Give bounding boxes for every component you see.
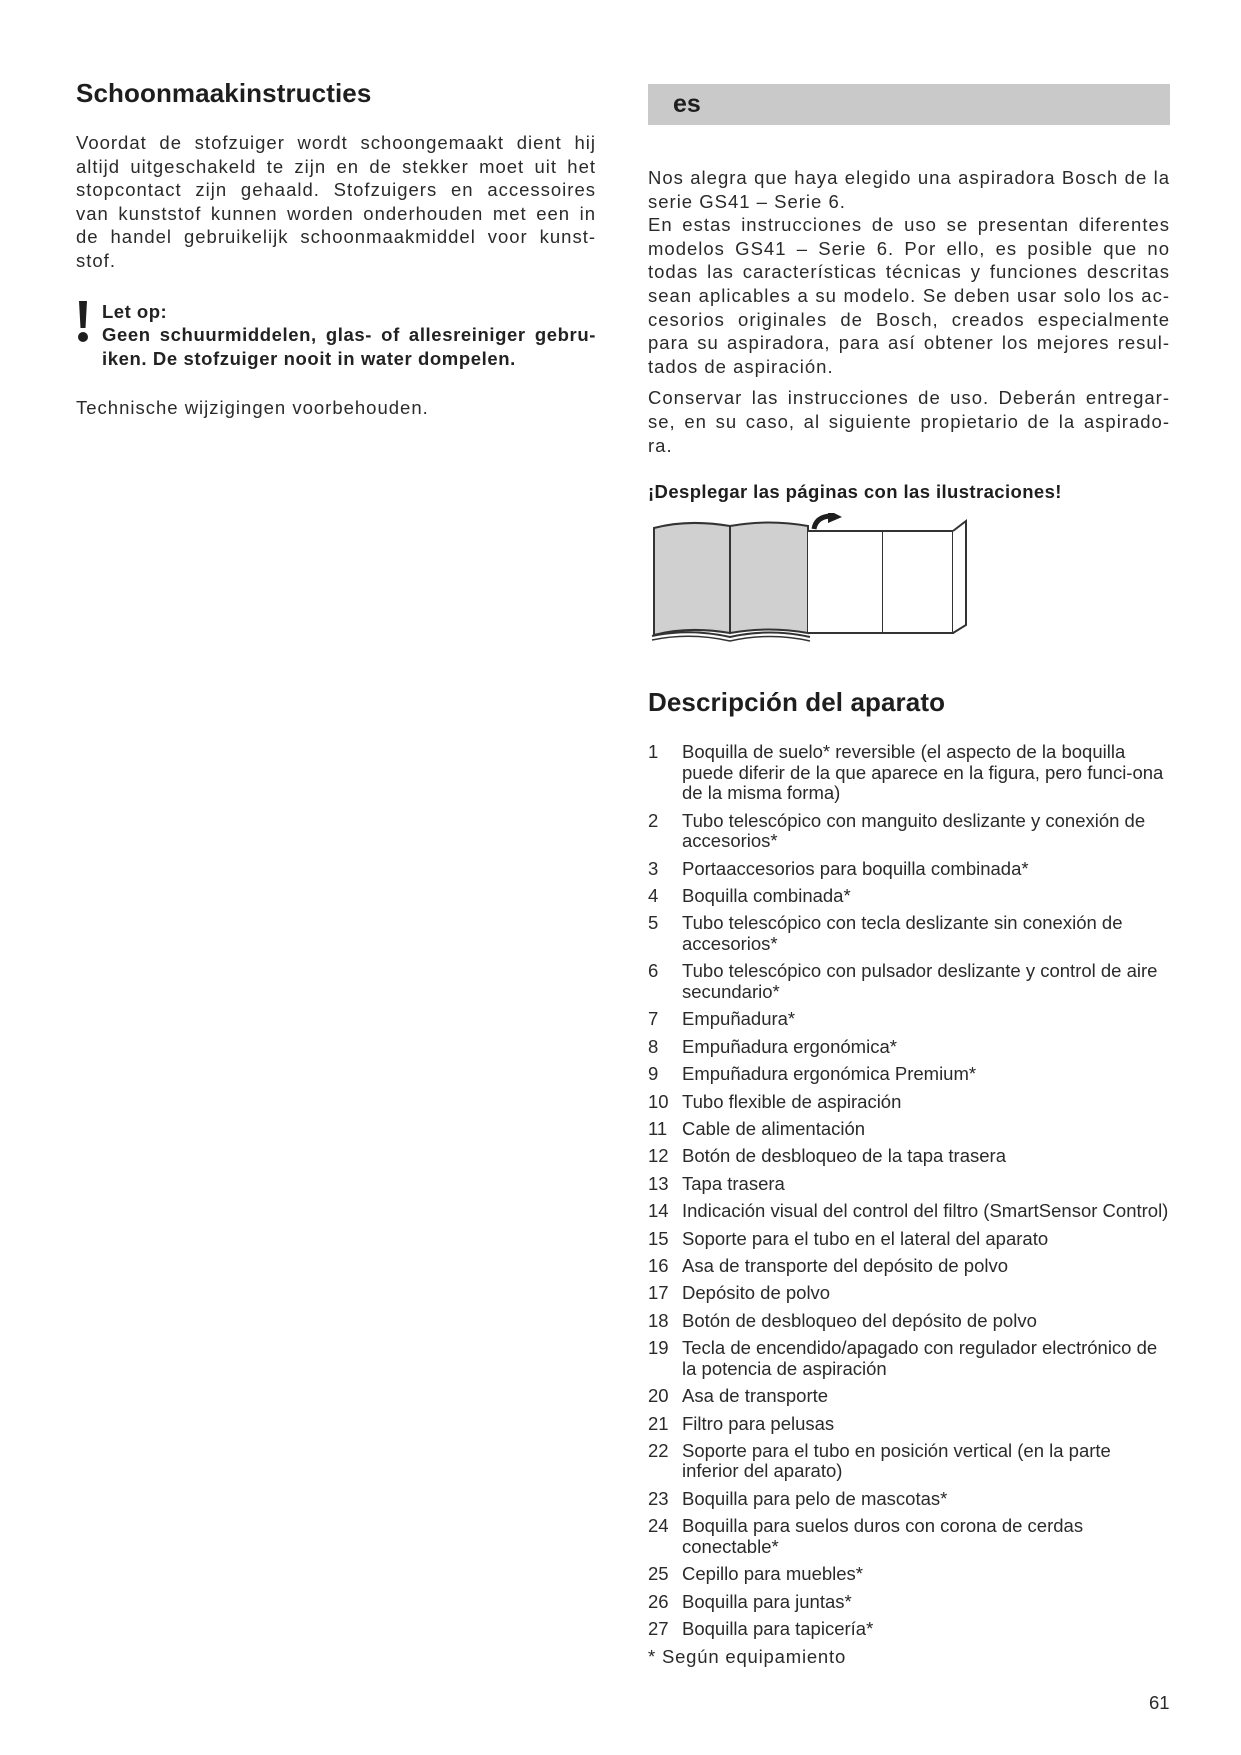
list-item-text: Asa de transporte <box>682 1385 829 1407</box>
list-item-text: Tubo telescópico con pulsador deslizante y control de aire secundario* <box>682 960 1158 1003</box>
list-item-text: Portaaccesorios para boquilla combinada* <box>682 857 1029 879</box>
warning-text: Geen schuurmiddelen, glas- of allesreiniger gebru-iken. De stofzuiger nooit in water dompelen. <box>102 324 596 369</box>
intro-paragraph-2: Conservar las instrucciones de uso. Deberán entregar-se, en su caso, al siguiente propietario de la aspirado-ra. <box>648 387 1170 456</box>
warning-title: Let op: <box>102 300 168 322</box>
cleaning-intro: Voordat de stofzuiger wordt schoongemaakt dient hij altijd uitgeschakeld te zijn en de stekker moet uit het stopcontact zijn gehaald. Stofzuigers en accessoires van kunststof kunnen worden onderhouden met een in de handel gebruikelijk schoonmaakmiddel voor kunst-stof. <box>76 132 596 271</box>
intro-line-2: En estas instrucciones de uso se presentan diferentes modelos GS41 – Serie 6. Por ello, es posible que no todas las características técnicas y funciones descritas sean aplicables a su modelo. Se deben usar solo los ac-cesorios originales de Bosch, creados especialmente para su aspiradora, para así obtener los mejores resul-tados de aspiración. <box>648 214 1170 377</box>
list-item-text: Empuñadura* <box>682 1008 796 1030</box>
list-item-text: Empuñadura ergonómica Premium* <box>682 1063 977 1085</box>
list-item-text: Boquilla para suelos duros con corona de cerdas conectable* <box>682 1515 1084 1557</box>
list-item-text: Cable de alimentación <box>682 1118 866 1139</box>
list-item-text: Botón de desbloqueo del depósito de polvo <box>682 1309 1037 1331</box>
list-item <box>648 1229 1170 1250</box>
list-item-number: 11 <box>648 1118 668 1139</box>
list-item-text: Filtro para pelusas <box>682 1412 835 1434</box>
foldout-pages-illustration <box>648 513 980 643</box>
list-item-number: 10 <box>648 1090 669 1112</box>
list-item-number: 13 <box>648 1172 669 1194</box>
list-item-text: Soporte para el tubo en posición vertical (en la parte inferior del aparato) <box>682 1439 1111 1482</box>
list-item-number: 7 <box>648 1008 659 1030</box>
list-item <box>648 886 1170 907</box>
list-item-number: 3 <box>648 857 659 879</box>
list-item-text: Boquilla combinada* <box>682 885 851 907</box>
parts-list <box>648 742 1170 1640</box>
list-item-text: Asa de transporte del depósito de polvo <box>682 1254 1009 1276</box>
list-item-text: Tubo telescópico con tecla deslizante sin conexión de accesorios* <box>682 912 1123 955</box>
list-item <box>648 742 1170 804</box>
exclamation-icon <box>76 300 90 344</box>
list-item <box>648 1174 1170 1195</box>
list-item-number: 9 <box>648 1063 659 1085</box>
list-item-number: 16 <box>648 1254 669 1276</box>
list-item-number: 17 <box>648 1282 669 1304</box>
list-item-number: 20 <box>648 1385 669 1407</box>
list-item <box>648 1386 1170 1407</box>
list-item-number: 8 <box>648 1035 659 1057</box>
list-item-number: 15 <box>648 1227 669 1249</box>
list-item-text: Boquilla para tapicería* <box>682 1618 874 1640</box>
list-item <box>648 1414 1170 1435</box>
list-item-number: 18 <box>648 1309 669 1331</box>
list-item <box>648 1441 1170 1482</box>
list-item <box>648 811 1170 852</box>
list-item <box>648 1283 1170 1304</box>
list-item-number: 27 <box>648 1618 669 1640</box>
list-item <box>648 1592 1170 1613</box>
list-item-number: 6 <box>648 960 659 982</box>
list-item-number: 24 <box>648 1515 669 1537</box>
list-item-number: 19 <box>648 1337 669 1359</box>
list-item-text: Tapa trasera <box>682 1172 785 1194</box>
list-item <box>648 1619 1170 1640</box>
list-item <box>648 1009 1170 1030</box>
list-item-text: Indicación visual del control del filtro (SmartSensor Control) <box>682 1200 1169 1222</box>
list-item-text: Botón de desbloqueo de la tapa trasera <box>682 1145 1006 1167</box>
list-item <box>648 1064 1170 1085</box>
list-item-number: 5 <box>648 912 659 934</box>
list-item <box>648 913 1170 954</box>
list-item-number: 2 <box>648 809 659 831</box>
list-item-text: Soporte para el tubo en el lateral del aparato <box>682 1227 1049 1249</box>
section-title-description: Descripción del aparato <box>648 687 946 718</box>
list-item <box>648 1311 1170 1332</box>
list-item-number: 23 <box>648 1487 669 1509</box>
unfold-note: ¡Desplegar las páginas con las ilustraciones! <box>648 481 1062 503</box>
page-number: 61 <box>1149 1692 1170 1713</box>
list-item <box>648 1564 1170 1585</box>
list-item-text: Boquilla para juntas* <box>682 1590 852 1612</box>
list-item <box>648 961 1170 1002</box>
list-item-number: 25 <box>648 1563 669 1585</box>
left-column <box>76 78 596 420</box>
list-item-text: Cepillo para muebles* <box>682 1563 863 1585</box>
language-header-bar <box>648 84 1170 125</box>
list-item-number: 26 <box>648 1590 669 1612</box>
list-item <box>648 1489 1170 1510</box>
footnote: * Según equipamiento <box>648 1646 847 1668</box>
list-item-number: 21 <box>648 1412 669 1434</box>
list-item-text: Depósito de polvo <box>682 1282 831 1304</box>
list-item-number: 4 <box>648 885 659 907</box>
intro-paragraph-1 <box>648 166 1170 378</box>
list-item <box>648 1037 1170 1058</box>
list-item <box>648 1516 1170 1557</box>
list-item <box>648 1092 1170 1113</box>
list-item-text: Empuñadura ergonómica* <box>682 1035 897 1057</box>
list-item-text: Boquilla de suelo* reversible (el aspecto de la boquilla puede diferir de la que aparece en la figura, pero funci-ona de la misma forma) <box>682 741 1164 804</box>
technical-note: Technische wijzigingen voorbehouden. <box>76 397 429 419</box>
list-item-text: Boquilla para pelo de mascotas* <box>682 1487 948 1509</box>
list-item <box>648 859 1170 880</box>
list-item-number: 14 <box>648 1200 669 1222</box>
list-item <box>648 1146 1170 1167</box>
list-item-text: Tecla de encendido/apagado con regulador electrónico de la potencia de aspiración <box>682 1337 1158 1379</box>
list-item-number: 1 <box>648 741 659 763</box>
list-item-text: Tubo telescópico con manguito deslizante y conexión de accesorios* <box>682 809 1146 852</box>
list-item <box>648 1338 1170 1379</box>
warning-block <box>76 300 596 371</box>
right-column <box>648 84 1170 1668</box>
list-item-number: 12 <box>648 1145 669 1167</box>
language-code: es <box>673 90 701 118</box>
list-item-text: Tubo flexible de aspiración <box>682 1090 902 1112</box>
list-item <box>648 1201 1170 1222</box>
intro-line-1: Nos alegra que haya elegido una aspiradora Bosch de la serie GS41 – Serie 6. <box>648 167 1170 212</box>
section-title-cleaning: Schoonmaakinstructies <box>76 78 372 108</box>
list-item <box>648 1256 1170 1277</box>
list-item-number: 22 <box>648 1439 669 1461</box>
list-item <box>648 1119 1170 1140</box>
